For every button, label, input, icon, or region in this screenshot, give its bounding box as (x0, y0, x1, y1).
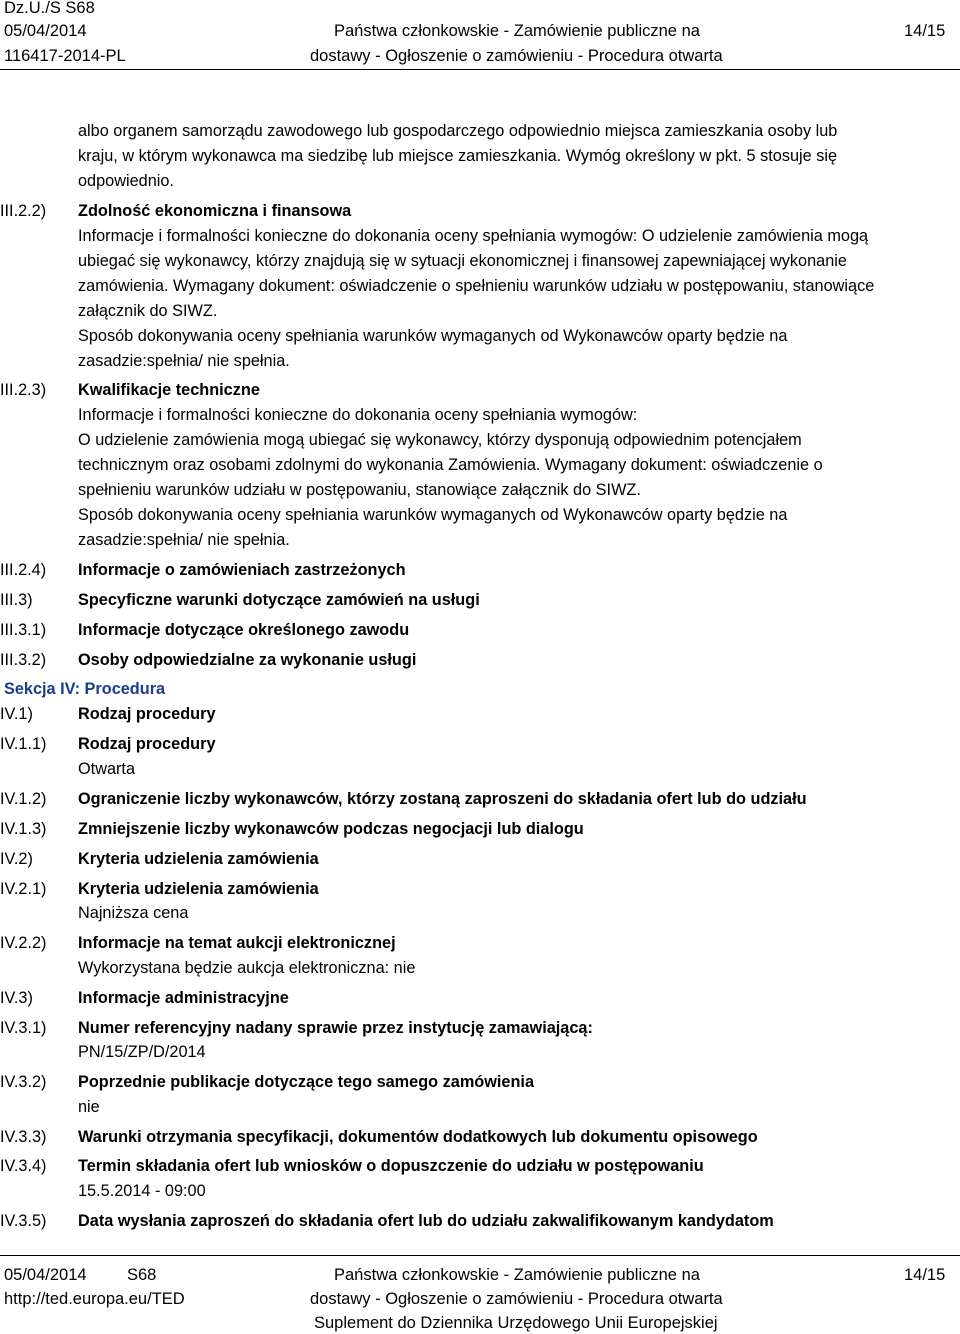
section-label: III.2.3) (0, 381, 47, 399)
section-text: spełnieniu warunków udziału w postępowaniu, stanowiące załącznik do SIWZ. (78, 481, 641, 499)
section-label: IV.3.4) (0, 1157, 47, 1175)
footer-page-number: 14/15 (904, 1266, 946, 1284)
section-title: Poprzednie publikacje dotyczące tego samego zamówienia (78, 1073, 535, 1091)
section-title: Osoby odpowiedzialne za wykonanie usługi (78, 651, 417, 669)
section-title: Numer referencyjny nadany sprawie przez instytucję zamawiającą: (78, 1019, 593, 1037)
section-title: Kryteria udzielenia zamówienia (78, 850, 319, 868)
section-title: Ograniczenie liczby wykonawców, którzy zostaną zaproszeni do składania ofert lub do udziału (78, 790, 807, 808)
section-title: Kryteria udzielenia zamówienia (78, 880, 319, 898)
section-title: Kwalifikacje techniczne (78, 381, 260, 399)
section-title: Specyficzne warunki dotyczące zamówień na usługi (78, 591, 480, 609)
section-text: ubiegać się wykonawcy, którzy znajdują się w sytuacji ekonomicznej i finansowej zapewniającej wykonanie (78, 252, 847, 270)
section-title: Warunki otrzymania specyfikacji, dokumentów dodatkowych lub dokumentu opisowego (78, 1128, 758, 1146)
section-title: Termin składania ofert lub wniosków o dopuszczenie do udziału w postępowaniu (78, 1157, 704, 1175)
section-value: nie (78, 1098, 100, 1116)
intro-line-3: odpowiednio. (78, 172, 174, 190)
section-heading: Sekcja IV: Procedura (4, 680, 166, 698)
intro-line-1: albo organem samorządu zawodowego lub gospodarczego odpowiednio miejsca zamieszkania osoby lub (78, 122, 838, 140)
section-text: zasadzie:spełnia/ nie spełnia. (78, 352, 290, 370)
section-title: Zmniejszenie liczby wykonawców podczas negocjacji lub dialogu (78, 820, 584, 838)
section-value: Najniższa cena (78, 904, 189, 922)
section-title: Informacje o zamówieniach zastrzeżonych (78, 561, 406, 579)
section-text: Sposób dokonywania oceny spełniania warunków wymaganych od Wykonawców oparty będzie na (78, 327, 788, 345)
section-label: IV.3) (0, 989, 33, 1007)
section-title: Informacje dotyczące określonego zawodu (78, 621, 410, 639)
section-label: IV.1.2) (0, 790, 47, 808)
section-title: Zdolność ekonomiczna i finansowa (78, 202, 352, 220)
footer-series: S68 (127, 1266, 157, 1284)
section-label: III.2.2) (0, 202, 47, 220)
footer-supplement: Suplement do Dziennika Urzędowego Unii Europejskiej (314, 1314, 718, 1332)
section-title: Rodzaj procedury (78, 705, 216, 723)
section-text: zasadzie:spełnia/ nie spełnia. (78, 531, 290, 549)
section-text: załącznik do SIWZ. (78, 302, 218, 320)
section-title: Informacje na temat aukcji elektronicznej (78, 934, 396, 952)
section-label: IV.1) (0, 705, 33, 723)
section-title: Data wysłania zaproszeń do składania ofert lub do udziału zakwalifikowanym kandydatom (78, 1212, 774, 1230)
section-text: O udzielenie zamówienia mogą ubiegać się wykonawcy, którzy dysponują odpowiednim potencjałem (78, 431, 802, 449)
section-text: Sposób dokonywania oceny spełniania warunków wymaganych od Wykonawców oparty będzie na (78, 506, 788, 524)
section-text: zamówienia. Wymagany dokument: oświadczenie o spełnieniu warunków udziału w postępowaniu, stanowiące (78, 277, 875, 295)
header-document-id: 116417-2014-PL (4, 47, 126, 65)
header-date: 05/04/2014 (4, 22, 87, 40)
section-label: III.2.4) (0, 561, 47, 579)
header-divider (0, 69, 960, 70)
section-text: Informacje i formalności konieczne do dokonania oceny spełniania wymogów: O udzielenie zamówienia mogą (78, 227, 869, 245)
header-title-line1: Państwa członkowskie - Zamówienie publiczne na (334, 22, 700, 40)
footer-title-line2: dostawy - Ogłoszenie o zamówieniu - Procedura otwarta (310, 1290, 723, 1308)
section-label: IV.1.1) (0, 735, 47, 753)
section-label: IV.3.3) (0, 1128, 47, 1146)
section-value: PN/15/ZP/D/2014 (78, 1043, 206, 1061)
section-label: IV.1.3) (0, 820, 47, 838)
header-page-number: 14/15 (904, 22, 946, 40)
section-label: IV.3.5) (0, 1212, 47, 1230)
footer-link[interactable]: http://ted.europa.eu/TED (4, 1290, 185, 1308)
header-title-line2: dostawy - Ogłoszenie o zamówieniu - Procedura otwarta (310, 47, 723, 65)
section-value: Otwarta (78, 760, 136, 778)
section-label: IV.2.1) (0, 880, 47, 898)
section-value: Wykorzystana będzie aukcja elektroniczna: nie (78, 959, 416, 977)
footer-title-line1: Państwa członkowskie - Zamówienie publiczne na (334, 1266, 700, 1284)
section-label: III.3.2) (0, 651, 47, 669)
section-title: Rodzaj procedury (78, 735, 216, 753)
section-label: III.3) (0, 591, 33, 609)
section-label: IV.3.2) (0, 1073, 47, 1091)
intro-line-2: kraju, w którym wykonawca ma siedzibę lub miejsce zamieszkania. Wymóg określony w pkt. 5 stosuje się (78, 147, 838, 165)
journal-reference: Dz.U./S S68 (4, 0, 95, 17)
footer-date: 05/04/2014 (4, 1266, 87, 1284)
section-label: IV.2) (0, 850, 33, 868)
section-value: 15.5.2014 - 09:00 (78, 1182, 206, 1200)
section-text: technicznym oraz osobami zdolnymi do wykonania Zamówienia. Wymagany dokument: oświadczenie o (78, 456, 823, 474)
section-text: Informacje i formalności konieczne do dokonania oceny spełniania wymogów: (78, 406, 638, 424)
section-title: Informacje administracyjne (78, 989, 289, 1007)
section-label: IV.3.1) (0, 1019, 47, 1037)
section-label: IV.2.2) (0, 934, 47, 952)
footer-divider (0, 1255, 960, 1256)
section-label: III.3.1) (0, 621, 47, 639)
